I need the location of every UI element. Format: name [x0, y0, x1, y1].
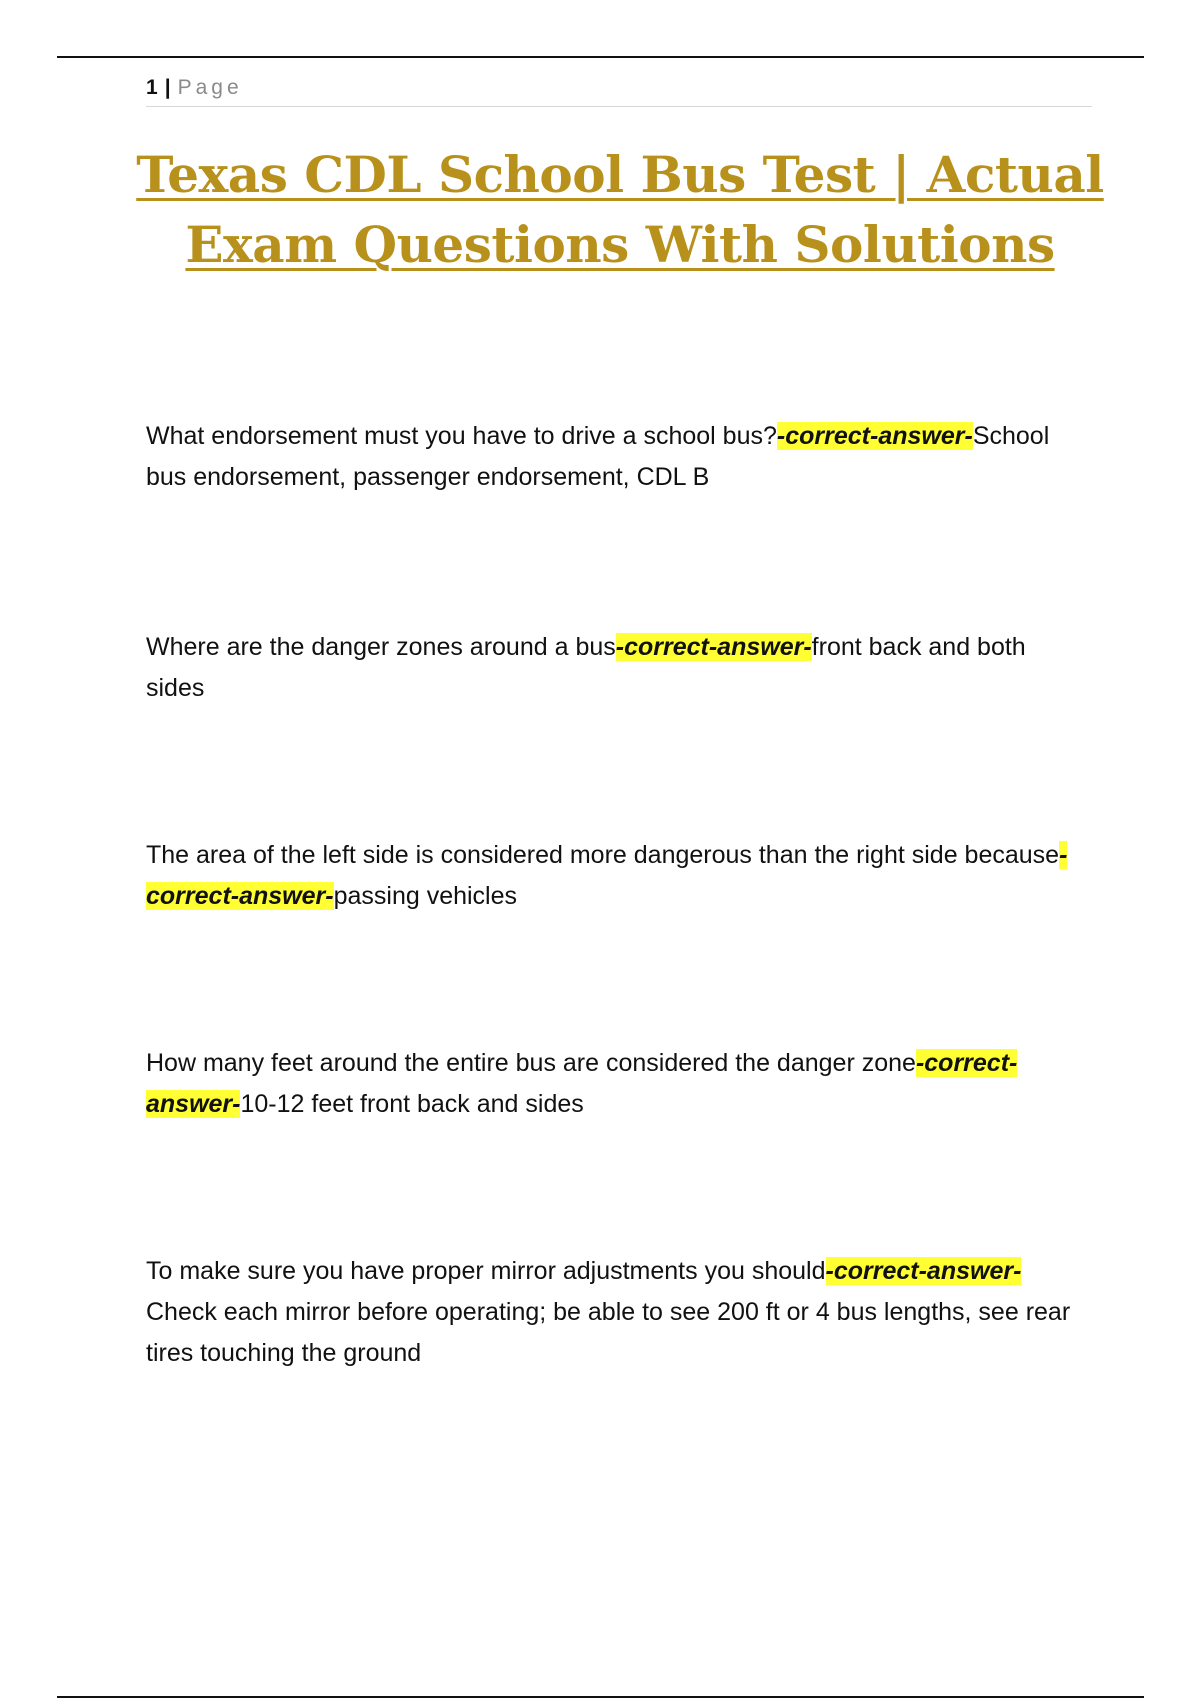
qa-item	[146, 416, 1076, 498]
top-page-rule	[57, 56, 1144, 58]
qa-item	[146, 1251, 1076, 1374]
question-text: What endorsement must you have to drive a school bus?	[146, 422, 777, 450]
page-header	[146, 74, 1092, 107]
correct-answer-marker: -correct-answer-	[146, 841, 1068, 910]
page-label: Page	[177, 76, 243, 99]
question-text: To make sure you have proper mirror adjustments you should	[146, 1257, 826, 1285]
question-text: Where are the danger zones around a bus	[146, 633, 616, 661]
page-number-separator: |	[164, 76, 171, 99]
answer-text: passing vehicles	[333, 882, 518, 910]
answer-text: 10-12 feet front back and sides	[240, 1090, 584, 1118]
correct-answer-marker: -correct-answer-	[776, 422, 973, 450]
question-text: The area of the left side is considered more dangerous than the right side because	[146, 841, 1060, 869]
correct-answer-marker: -correct-answer-	[615, 633, 812, 661]
correct-answer-marker: -correct-answer-	[146, 1049, 1018, 1118]
bottom-page-rule	[57, 1696, 1144, 1698]
answer-text: School bus endorsement, passenger endorsement, CDL B	[146, 422, 1050, 491]
document-title: Texas CDL School Bus Test | Actual Exam Questions With Solutions	[136, 145, 1104, 274]
page-number: 1	[146, 76, 158, 99]
qa-item	[146, 835, 1076, 917]
correct-answer-marker: -correct-answer-	[825, 1257, 1022, 1285]
answer-text: front back and both sides	[146, 633, 1026, 702]
qa-item	[146, 1043, 1076, 1125]
qa-item	[146, 627, 1076, 709]
answer-text: Check each mirror before operating; be able to see 200 ft or 4 bus lengths, see rear tires touching the ground	[146, 1298, 1071, 1367]
question-text: How many feet around the entire bus are considered the danger zone	[146, 1049, 916, 1077]
